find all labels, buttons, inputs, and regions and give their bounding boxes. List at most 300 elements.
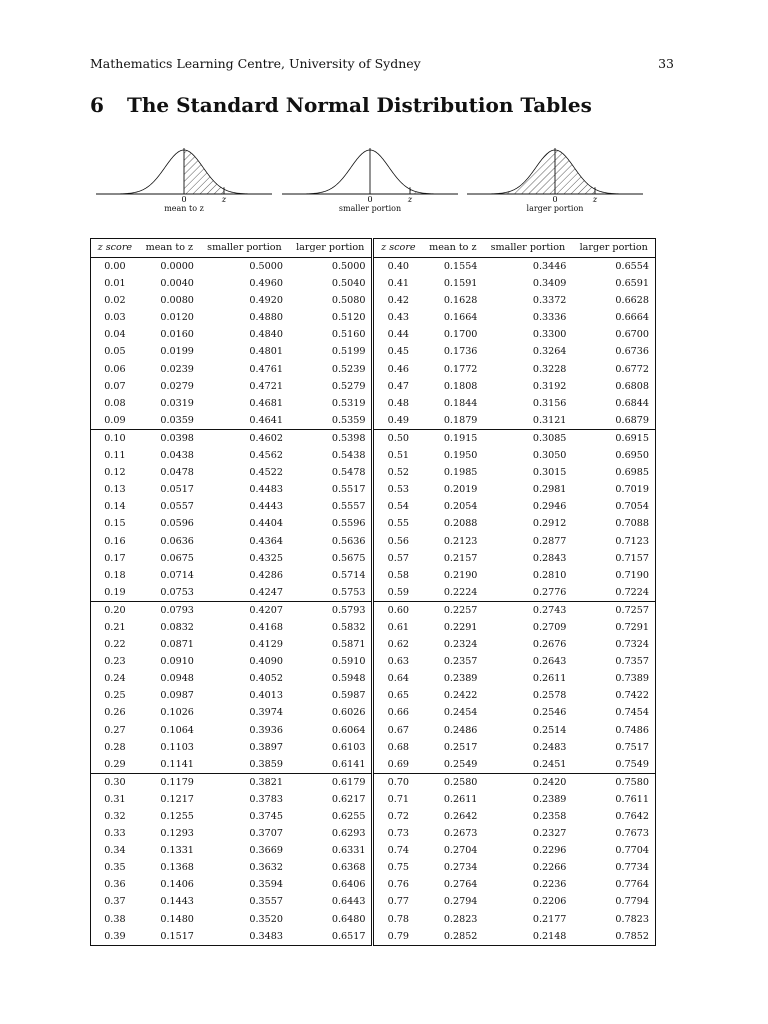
- table-cell: 0.1879: [443, 414, 478, 426]
- table-cell: 0.3594: [249, 879, 283, 891]
- diagram-mean-to-z: [96, 142, 272, 216]
- table-cell: 0.2236: [532, 879, 567, 891]
- table-cell: 0.2776: [532, 586, 567, 598]
- table-cell: 0.6255: [289, 808, 373, 825]
- normal-curve-graphic: [96, 142, 272, 202]
- table-cell: 0.0398: [139, 429, 200, 447]
- table-cell: 0.1664: [443, 312, 478, 324]
- table-cell: 0.7019: [615, 484, 649, 496]
- table-cell: 0.09: [104, 414, 126, 426]
- table-cell: 0.29: [104, 758, 126, 770]
- table-cell: 0.1179: [139, 773, 200, 791]
- table-cell: 0.0871: [160, 639, 194, 651]
- normal-distribution-table: [90, 238, 656, 946]
- table-row: [91, 395, 656, 412]
- table-cell: 0.5753: [289, 584, 373, 602]
- table-cell: 0.6808: [615, 380, 649, 392]
- table-cell: 0.4286: [249, 569, 283, 581]
- table-cell: 0.03: [104, 312, 126, 324]
- table-cell: 0.24: [104, 673, 126, 685]
- table-cell: 0.58: [387, 569, 410, 581]
- table-cell: 0.3300: [532, 329, 567, 341]
- table-cell: 0.2764: [443, 879, 478, 891]
- table-cell: 0.0714: [160, 569, 194, 581]
- table-header-row: [91, 239, 656, 258]
- table-cell: 0.35: [104, 862, 126, 874]
- table-cell: 0.19: [104, 586, 126, 598]
- table-cell: 0.6664: [615, 312, 649, 324]
- table-cell: 0.44: [387, 329, 410, 341]
- table-cell: 0.0359: [160, 414, 194, 426]
- table-cell: 0.47: [387, 380, 410, 392]
- table-cell: 0.3669: [249, 845, 283, 857]
- table-cell: 0.2673: [443, 828, 478, 840]
- table-cell: 0.5239: [289, 361, 373, 378]
- table-cell: 0.18: [104, 569, 126, 581]
- table-row: [91, 550, 656, 567]
- table-cell: 0.7224: [615, 586, 649, 598]
- table-cell: 0.6064: [289, 722, 373, 739]
- table-cell: 0.40: [387, 261, 410, 272]
- table-cell: 0.0675: [160, 552, 194, 564]
- table-cell: 0.14: [104, 501, 126, 513]
- table-cell: 0.53: [387, 484, 410, 496]
- table-cell: 0.2451: [532, 758, 567, 770]
- table-cell: 0.2643: [532, 656, 567, 668]
- zero-label: 0: [181, 195, 187, 202]
- table-cell: 0.0160: [160, 329, 194, 341]
- table-row: [91, 498, 656, 515]
- table-cell: 0.2981: [532, 484, 567, 496]
- table-cell: 0.0636: [160, 535, 194, 547]
- table-cell: 0.0832: [160, 621, 194, 633]
- table-cell: 0.2454: [443, 707, 478, 719]
- table-cell: 0.5319: [289, 395, 373, 412]
- table-row: [91, 893, 656, 910]
- z-label: z: [221, 195, 227, 202]
- table-cell: 0.70: [373, 773, 422, 791]
- table-cell: 0.4681: [249, 397, 283, 409]
- table-cell: 0.2296: [532, 845, 567, 857]
- table-cell: 0.2148: [532, 930, 567, 942]
- normal-curve: [100, 150, 262, 194]
- table-cell: 0.2389: [532, 793, 567, 805]
- table-row: [91, 533, 656, 550]
- table-row: [91, 567, 656, 584]
- table-row: [91, 275, 656, 292]
- column-header: z score: [373, 239, 422, 258]
- table-cell: 0.36: [104, 879, 126, 891]
- table-cell: 0.31: [104, 793, 126, 805]
- table-cell: 0.79: [387, 930, 410, 942]
- table-cell: 0.3483: [249, 930, 283, 942]
- table-cell: 0.5910: [289, 653, 373, 670]
- table-cell: 0.7673: [615, 828, 649, 840]
- table-cell: 0.20: [91, 601, 139, 619]
- table-cell: 0.4840: [249, 329, 283, 341]
- table-cell: 0.7611: [615, 793, 649, 805]
- table-cell: 0.05: [104, 346, 126, 358]
- table-cell: 0.2580: [422, 773, 483, 791]
- table-cell: 0.37: [104, 896, 126, 908]
- table-cell: 0.3264: [532, 346, 567, 358]
- table-cell: 0.26: [104, 707, 126, 719]
- table-cell: 0.1480: [160, 913, 194, 925]
- table-cell: 0.7642: [615, 811, 649, 822]
- table-cell: 0.0478: [160, 467, 194, 479]
- table-cell: 0.4052: [249, 673, 283, 685]
- table-cell: 0.5714: [289, 567, 373, 584]
- table-cell: 0.2389: [443, 673, 478, 685]
- section-title-text: The Standard Normal Distribution Tables: [127, 93, 592, 117]
- table-row: [91, 584, 656, 602]
- table-cell: 0.3520: [249, 913, 283, 925]
- table-row: [91, 292, 656, 309]
- table-cell: 0.77: [387, 896, 410, 908]
- table-cell: 0.0517: [160, 484, 194, 496]
- zero-label: 0: [552, 195, 558, 202]
- table-cell: 0.0557: [160, 501, 194, 513]
- table-cell: 0.2324: [443, 639, 478, 651]
- table-row: [91, 756, 656, 774]
- table-cell: 0.0753: [160, 586, 194, 598]
- table-cell: 0.57: [387, 552, 410, 564]
- table-cell: 0.7549: [615, 758, 649, 770]
- table-row: [91, 412, 656, 430]
- table-cell: 0.2704: [443, 845, 478, 857]
- table-cell: 0.1368: [160, 862, 194, 874]
- column-header: smaller portion: [200, 239, 289, 258]
- table-cell: 0.3121: [532, 414, 567, 426]
- table-row: [91, 704, 656, 721]
- table-cell: 0.52: [387, 467, 410, 479]
- table-cell: 0.6591: [615, 278, 649, 290]
- table-cell: 0.7823: [615, 913, 649, 925]
- table-cell: 0.56: [387, 535, 410, 547]
- table-row: [91, 773, 656, 791]
- table-cell: 0.1591: [443, 278, 478, 290]
- table-cell: 0.7517: [615, 741, 649, 753]
- table-cell: 0.7422: [615, 690, 649, 702]
- table-cell: 0.7257: [572, 601, 655, 619]
- table-cell: 0.67: [387, 724, 410, 736]
- table-cell: 0.0596: [160, 518, 194, 530]
- table-cell: 0.4562: [249, 450, 283, 462]
- table-cell: 0.25: [104, 690, 126, 702]
- page-number: 33: [658, 56, 674, 71]
- table-cell: 0.4013: [249, 690, 283, 702]
- table-cell: 0.41: [387, 278, 410, 290]
- table-cell: 0.2852: [443, 930, 478, 942]
- table-cell: 0.3745: [249, 811, 283, 822]
- table-cell: 0.5040: [289, 275, 373, 292]
- table-cell: 0.7580: [572, 773, 655, 791]
- table-cell: 0.6179: [289, 773, 373, 791]
- diagram-smaller-portion: [282, 142, 458, 216]
- table-cell: 0.43: [387, 312, 410, 324]
- table-cell: 0.0239: [160, 363, 194, 375]
- table-row: [91, 258, 656, 276]
- table-cell: 0.4207: [200, 601, 289, 619]
- table-cell: 0.2157: [443, 552, 478, 564]
- column-header: mean to z: [422, 239, 483, 258]
- table-cell: 0.4801: [249, 346, 283, 358]
- table-cell: 0.1406: [160, 879, 194, 891]
- table-cell: 0.4325: [249, 552, 283, 564]
- table-cell: 0.59: [387, 586, 410, 598]
- table-cell: 0.4641: [249, 414, 283, 426]
- table-cell: 0.7454: [615, 707, 649, 719]
- table-cell: 0.60: [373, 601, 422, 619]
- table-cell: 0.1950: [443, 450, 478, 462]
- table-cell: 0.4168: [249, 621, 283, 633]
- table-cell: 0.61: [387, 621, 410, 633]
- table-cell: 0.5987: [289, 687, 373, 704]
- column-header: z score: [91, 239, 139, 258]
- table-cell: 0.2257: [422, 601, 483, 619]
- table-cell: 0.3192: [532, 380, 567, 392]
- table-cell: 0.1217: [160, 793, 194, 805]
- column-header: larger portion: [572, 239, 655, 258]
- table-cell: 0.1844: [443, 397, 478, 409]
- table-cell: 0.33: [104, 828, 126, 840]
- table-cell: 0.50: [373, 429, 422, 447]
- table-row: [91, 859, 656, 876]
- table-cell: 0.0080: [160, 295, 194, 307]
- table-cell: 0.1064: [160, 724, 194, 736]
- table-cell: 0.3783: [249, 793, 283, 805]
- table-cell: 0.2054: [443, 501, 478, 513]
- table-cell: 0.08: [104, 397, 126, 409]
- table-cell: 0.72: [387, 811, 410, 822]
- table-cell: 0.5000: [249, 261, 283, 272]
- table-cell: 0.6368: [289, 859, 373, 876]
- table-row: [91, 481, 656, 498]
- table-cell: 0.5478: [289, 464, 373, 481]
- table-cell: 0.6985: [615, 467, 649, 479]
- table-cell: 0.2734: [443, 862, 478, 874]
- table-cell: 0.1628: [443, 295, 478, 307]
- table-cell: 0.2206: [532, 896, 567, 908]
- table-cell: 0.2946: [532, 501, 567, 513]
- table-cell: 0.7852: [615, 930, 649, 942]
- diagram-larger-portion: [467, 142, 643, 216]
- table-cell: 0.3228: [532, 363, 567, 375]
- table-cell: 0.1026: [160, 707, 194, 719]
- table-cell: 0.00: [104, 261, 126, 272]
- table-cell: 0.2611: [532, 673, 567, 685]
- table-cell: 0.7190: [615, 569, 649, 581]
- table-cell: 0.5675: [289, 550, 373, 567]
- table-cell: 0.15: [104, 518, 126, 530]
- table-cell: 0.2177: [532, 913, 567, 925]
- table-cell: 0.6331: [289, 842, 373, 859]
- table-cell: 0.2514: [532, 724, 567, 736]
- table-cell: 0.3557: [249, 896, 283, 908]
- table-cell: 0.07: [104, 380, 126, 392]
- table-row: [91, 911, 656, 928]
- table-cell: 0.2019: [443, 484, 478, 496]
- table-cell: 0.1331: [160, 845, 194, 857]
- table-cell: 0.16: [104, 535, 126, 547]
- table-cell: 0.0120: [160, 312, 194, 324]
- table-cell: 0.7764: [615, 879, 649, 891]
- table-cell: 0.65: [387, 690, 410, 702]
- table-cell: 0.6293: [289, 825, 373, 842]
- table-cell: 0.3897: [249, 741, 283, 753]
- table-cell: 0.21: [104, 621, 126, 633]
- table-cell: 0.1554: [443, 261, 478, 272]
- table-cell: 0.2611: [443, 793, 478, 805]
- table-cell: 0.3936: [249, 724, 283, 736]
- table-row: [91, 378, 656, 395]
- table-cell: 0.7357: [615, 656, 649, 668]
- table-cell: 0.49: [387, 414, 410, 426]
- table-cell: 0.2190: [443, 569, 478, 581]
- diagram-caption: larger portion: [526, 204, 584, 213]
- table-cell: 0.1103: [160, 741, 194, 753]
- table-cell: 0.2794: [443, 896, 478, 908]
- table-row: [91, 309, 656, 326]
- table-cell: 0.28: [104, 741, 126, 753]
- table-cell: 0.75: [387, 862, 410, 874]
- table-cell: 0.6950: [615, 450, 649, 462]
- table-cell: 0.2327: [532, 828, 567, 840]
- normal-curve-graphic: [467, 142, 643, 202]
- table-cell: 0.63: [387, 656, 410, 668]
- table-cell: 0.5279: [289, 378, 373, 395]
- table-cell: 0.17: [104, 552, 126, 564]
- table-cell: 0.06: [104, 363, 126, 375]
- table-cell: 0.2357: [443, 656, 478, 668]
- table-cell: 0.04: [104, 329, 126, 341]
- table-cell: 0.5517: [289, 481, 373, 498]
- table-cell: 0.0000: [160, 261, 194, 272]
- table-cell: 0.5080: [289, 292, 373, 309]
- table-cell: 0.6480: [289, 911, 373, 928]
- table-cell: 0.1985: [443, 467, 478, 479]
- table-cell: 0.4364: [249, 535, 283, 547]
- table-cell: 0.0199: [160, 346, 194, 358]
- table-cell: 0.1293: [160, 828, 194, 840]
- normal-curve: [286, 150, 448, 194]
- table-cell: 0.2517: [443, 741, 478, 753]
- table-row: [91, 928, 656, 946]
- table-cell: 0.2358: [532, 811, 567, 822]
- table-cell: 0.1808: [443, 380, 478, 392]
- table-row: [91, 326, 656, 343]
- table-cell: 0.1700: [443, 329, 478, 341]
- table-cell: 0.2743: [483, 601, 572, 619]
- table-cell: 0.7389: [615, 673, 649, 685]
- table-cell: 0.2578: [532, 690, 567, 702]
- table-cell: 0.71: [387, 793, 410, 805]
- header-institution: Mathematics Learning Centre, University of Sydney: [90, 56, 421, 71]
- table-row: [91, 722, 656, 739]
- table-cell: 0.10: [91, 429, 139, 447]
- table-cell: 0.5120: [289, 309, 373, 326]
- table-body: [91, 258, 656, 946]
- table-cell: 0.2420: [483, 773, 572, 791]
- section-title: [90, 93, 592, 117]
- zero-label: 0: [367, 195, 373, 202]
- table-cell: 0.2546: [532, 707, 567, 719]
- diagram-caption: mean to z: [164, 204, 204, 213]
- table-cell: 0.4483: [249, 484, 283, 496]
- table-cell: 0.7291: [615, 621, 649, 633]
- table-cell: 0.7088: [615, 518, 649, 530]
- table-cell: 0.4443: [249, 501, 283, 513]
- table-row: [91, 808, 656, 825]
- table-cell: 0.13: [104, 484, 126, 496]
- table-cell: 0.6844: [615, 397, 649, 409]
- table-cell: 0.7794: [615, 896, 649, 908]
- table-cell: 0.4247: [249, 586, 283, 598]
- table-cell: 0.3085: [483, 429, 572, 447]
- z-label: z: [407, 195, 413, 202]
- table-cell: 0.3859: [249, 758, 283, 770]
- table-cell: 0.2422: [443, 690, 478, 702]
- table-cell: 0.6879: [615, 414, 649, 426]
- column-header: mean to z: [139, 239, 200, 258]
- table-cell: 0.48: [387, 397, 410, 409]
- table-cell: 0.54: [387, 501, 410, 513]
- table-cell: 0.6736: [615, 346, 649, 358]
- table-row: [91, 842, 656, 859]
- table-cell: 0.69: [387, 758, 410, 770]
- table-cell: 0.2486: [443, 724, 478, 736]
- table-cell: 0.1443: [160, 896, 194, 908]
- table-cell: 0.5398: [289, 429, 373, 447]
- table-cell: 0.2810: [532, 569, 567, 581]
- column-header: smaller portion: [483, 239, 572, 258]
- table-cell: 0.0793: [139, 601, 200, 619]
- table-row: [91, 687, 656, 704]
- table-cell: 0.23: [104, 656, 126, 668]
- table-cell: 0.2291: [443, 621, 478, 633]
- table-cell: 0.0319: [160, 397, 194, 409]
- table-row: [91, 464, 656, 481]
- table-cell: 0.2709: [532, 621, 567, 633]
- table-cell: 0.30: [91, 773, 139, 791]
- table-cell: 0.1141: [160, 758, 194, 770]
- table-cell: 0.76: [387, 879, 410, 891]
- table-cell: 0.4602: [200, 429, 289, 447]
- table-cell: 0.1517: [160, 930, 194, 942]
- table-cell: 0.6406: [289, 876, 373, 893]
- table-cell: 0.1915: [422, 429, 483, 447]
- table-cell: 0.5948: [289, 670, 373, 687]
- table-cell: 0.5596: [289, 515, 373, 532]
- table-cell: 0.3156: [532, 397, 567, 409]
- shaded-area: [184, 150, 224, 194]
- table-cell: 0.02: [104, 295, 126, 307]
- table-cell: 0.0987: [160, 690, 194, 702]
- table-cell: 0.3015: [532, 467, 567, 479]
- table-cell: 0.1255: [160, 811, 194, 822]
- table-cell: 0.6443: [289, 893, 373, 910]
- table-cell: 0.34: [104, 845, 126, 857]
- table-cell: 0.4721: [249, 380, 283, 392]
- table-row: [91, 636, 656, 653]
- table-cell: 0.2224: [443, 586, 478, 598]
- table-cell: 0.39: [104, 930, 126, 942]
- z-label: z: [592, 195, 598, 202]
- table-cell: 0.4920: [249, 295, 283, 307]
- table-cell: 0.12: [104, 467, 126, 479]
- table-cell: 0.0910: [160, 656, 194, 668]
- table-cell: 0.5636: [289, 533, 373, 550]
